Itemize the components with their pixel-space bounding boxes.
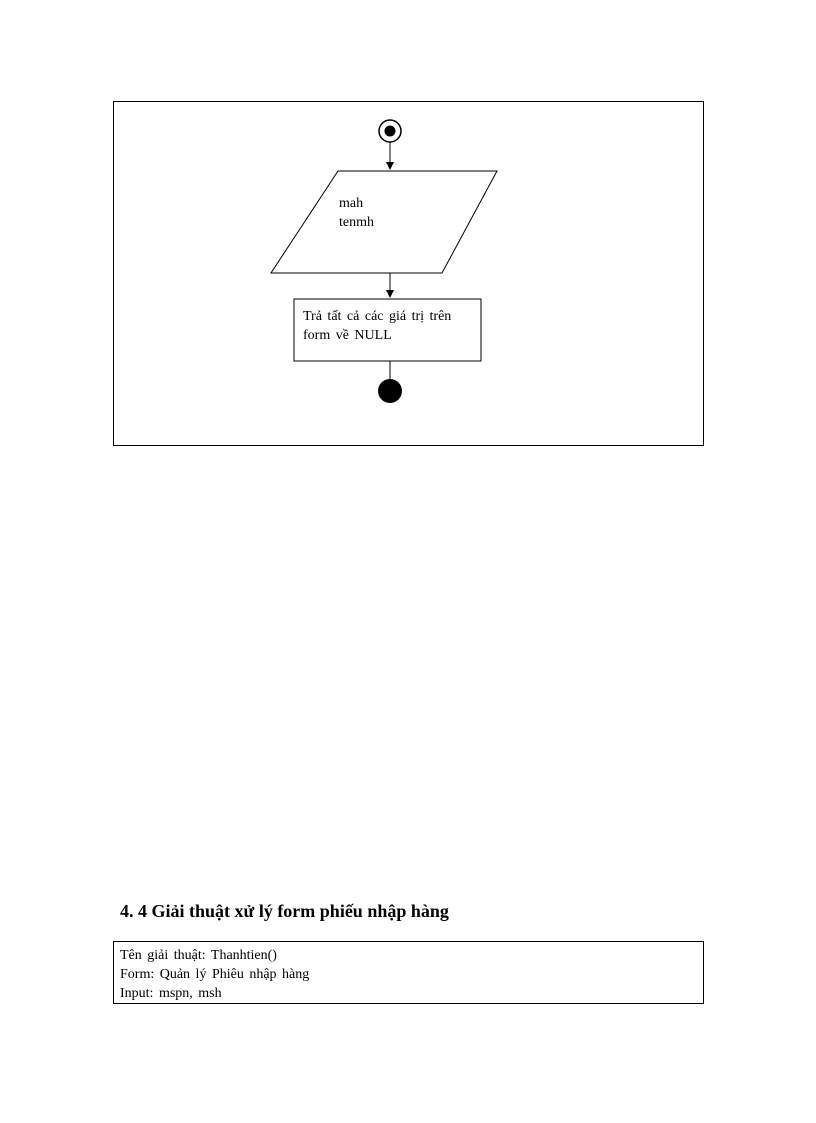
algorithm-form-line: Form: Quản lý Phiêu nhập hàng (120, 967, 310, 982)
activity-diagram-frame (113, 101, 704, 446)
end-node (378, 379, 402, 403)
input-parallelogram (271, 171, 497, 273)
input-variables-text: mah tenmh (339, 196, 374, 230)
process-action-text: Trả tất cả các giá trị trên form về NULL (303, 309, 452, 343)
start-node (379, 120, 401, 142)
algorithm-info-box (113, 941, 704, 1004)
algorithm-input-line: Input: mspn, msh (120, 986, 222, 1001)
section-heading: 4. 4 Giải thuật xử lý form phiếu nhập hàng (120, 901, 449, 921)
algorithm-name-line: Tên giải thuật: Thanhtien() (120, 948, 277, 963)
activity-diagram (114, 102, 705, 447)
